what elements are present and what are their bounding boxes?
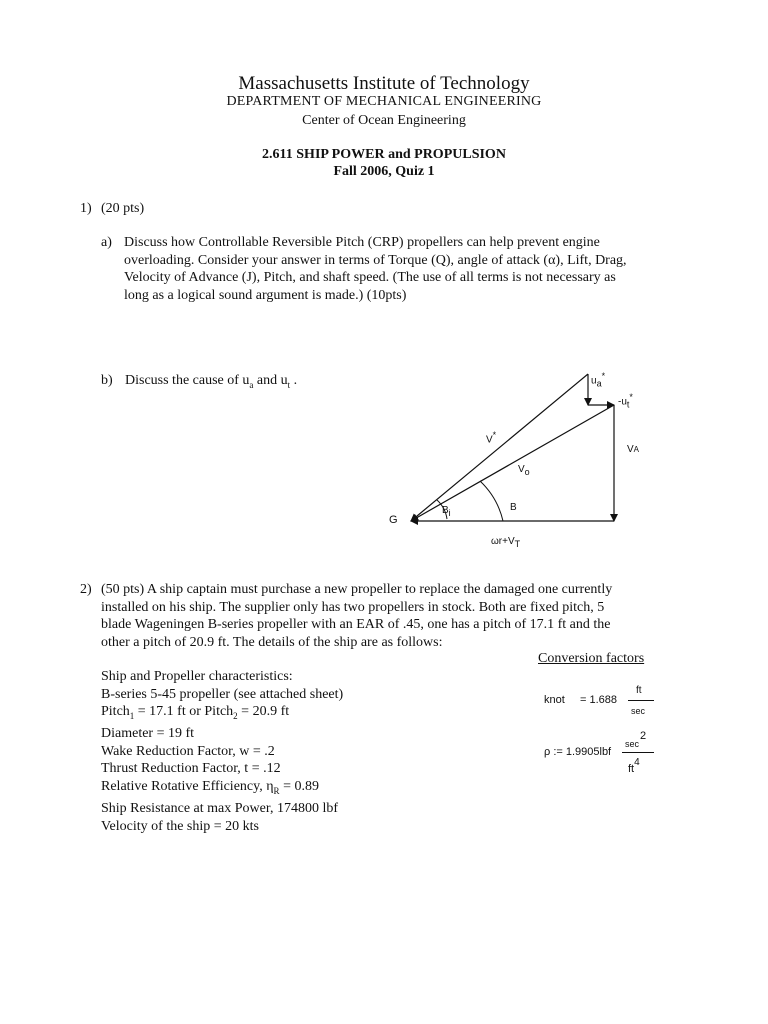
- q1b-text-part: .: [290, 373, 298, 388]
- vo-label-sub: o: [524, 467, 530, 477]
- q2-line: (50 pts) A ship captain must purchase a new propeller to replace the damaged one currently: [101, 582, 613, 597]
- q2-line: installed on his ship. The supplier only has two propellers in stock. Both are fixed pitch, 5: [101, 599, 605, 615]
- vo-label-text: V: [518, 464, 525, 475]
- pitch-text: = 20.9 ft: [237, 704, 290, 719]
- characteristic-rre: [101, 778, 343, 800]
- rho-numerator: [625, 730, 647, 750]
- vstar-label-text: V: [486, 434, 493, 446]
- q1a-marker: a): [101, 235, 112, 250]
- q1b-sub: t: [287, 379, 291, 390]
- center-name: Center of Ocean Engineering: [302, 113, 466, 128]
- ut-label-text: -u: [618, 396, 627, 408]
- q1a-line: long as a logical sound argument is made.) (10pts): [124, 287, 407, 303]
- characteristic-bseries: B-series 5-45 propeller (see attached sheet): [101, 686, 344, 702]
- rho-fraction-bar: [622, 752, 654, 753]
- angle-bi-label-text: B: [442, 505, 449, 516]
- base-label-text: ωr+V: [491, 536, 515, 547]
- ua-label-text: u: [591, 375, 597, 387]
- course-title: 2.611 SHIP POWER and PROPULSION: [262, 147, 506, 162]
- q1a-line: Velocity of Advance (J), Pitch, and shaft speed. (The use of all terms is not necessary as: [124, 270, 616, 285]
- vo-label: [518, 464, 530, 477]
- angle-b-label: B: [510, 502, 517, 513]
- point-g-label: G: [389, 514, 398, 526]
- q1b-marker: b): [101, 373, 113, 388]
- rho-denominator-exp: 4: [634, 757, 640, 768]
- vstar-label: [486, 430, 496, 445]
- ua-label-sub: a: [596, 378, 602, 389]
- q1a-line: Discuss how Controllable Reversible Pitch (CRP) propellers can help prevent engine: [124, 235, 600, 250]
- characteristics-heading: Ship and Propeller characteristics:: [101, 669, 293, 684]
- rho-denominator-text: ft: [628, 763, 635, 775]
- knot-fraction-bar: [628, 700, 654, 701]
- q1b-text-part: and u: [253, 373, 288, 388]
- pitch-sub: 2: [233, 710, 238, 721]
- rre-text: = 0.89: [279, 778, 319, 794]
- base-label-sub: T: [514, 539, 521, 549]
- characteristic-velocity: Velocity of the ship = 20 kts: [101, 818, 259, 834]
- rho-numerator-text: sec: [625, 739, 640, 749]
- ship-characteristics: [101, 668, 343, 835]
- ua-label: [591, 371, 605, 388]
- vstar-label-sup: *: [492, 430, 497, 440]
- va-label: [627, 444, 639, 455]
- characteristic-resistance: Ship Resistance at max Power, 174800 lbf: [101, 801, 339, 817]
- pitch-text: Pitch: [101, 704, 130, 719]
- rho-denominator: [628, 757, 640, 775]
- conversion-heading: Conversion factors: [538, 651, 645, 666]
- knot-lhs: knot: [544, 694, 565, 706]
- q1b-text-part: Discuss the cause of u: [125, 373, 250, 388]
- ut-label-sub: t: [626, 399, 630, 410]
- characteristic-thrust: Thrust Reduction Factor, t = .12: [101, 761, 281, 777]
- knot-denominator: sec: [631, 706, 646, 716]
- ut-label-sup: *: [629, 392, 633, 402]
- pitch-text: = 17.1 ft or Pitch: [134, 704, 234, 719]
- q1b-sub: a: [249, 379, 254, 390]
- q2-line: blade Wageningen B-series propeller with an EAR of .45, one has a pitch of 17.1 ft and the: [101, 617, 611, 632]
- va-label-sub: A: [633, 445, 640, 454]
- q2-text: [101, 581, 681, 651]
- characteristic-pitch: [101, 703, 343, 725]
- q2-line: other a pitch of 20.9 ft. The details of the ship are as follows:: [101, 634, 443, 650]
- characteristic-wake: Wake Reduction Factor, w = .2: [101, 743, 275, 759]
- va-label-text: V: [627, 444, 634, 455]
- characteristic-diameter: Diameter = 19 ft: [101, 726, 195, 742]
- ut-label: [618, 392, 633, 409]
- q1-points: (20 pts): [101, 201, 145, 216]
- knot-value: = 1.688: [580, 694, 618, 706]
- q1-number: 1): [80, 201, 92, 216]
- knot-numerator: ft: [636, 685, 642, 696]
- ua-label-sup: *: [601, 371, 606, 381]
- quiz-term: Fall 2006, Quiz 1: [333, 164, 435, 179]
- angle-bi-label: [442, 505, 451, 518]
- vstar-vector-line: [411, 374, 588, 521]
- institution-title: Massachusetts Institute of Technology: [238, 73, 530, 94]
- pitch-sub: 1: [129, 710, 135, 721]
- angle-bi-label-sub: i: [448, 508, 451, 518]
- base-label: [491, 536, 520, 549]
- rho-numerator-exp: 2: [640, 730, 647, 742]
- rho-lhs: ρ := 1.9905lbf: [544, 746, 612, 758]
- q1a-line: overloading. Consider your answer in terms of Torque (Q), angle of attack (α), Lift, Drag,: [124, 252, 627, 268]
- rre-sub: R: [273, 785, 280, 796]
- rre-text: Relative Rotative Efficiency, η: [101, 778, 274, 794]
- department-name: DEPARTMENT OF MECHANICAL ENGINEERING: [226, 94, 542, 109]
- q2-number: 2): [80, 582, 92, 597]
- angle-b-arc: [480, 481, 503, 521]
